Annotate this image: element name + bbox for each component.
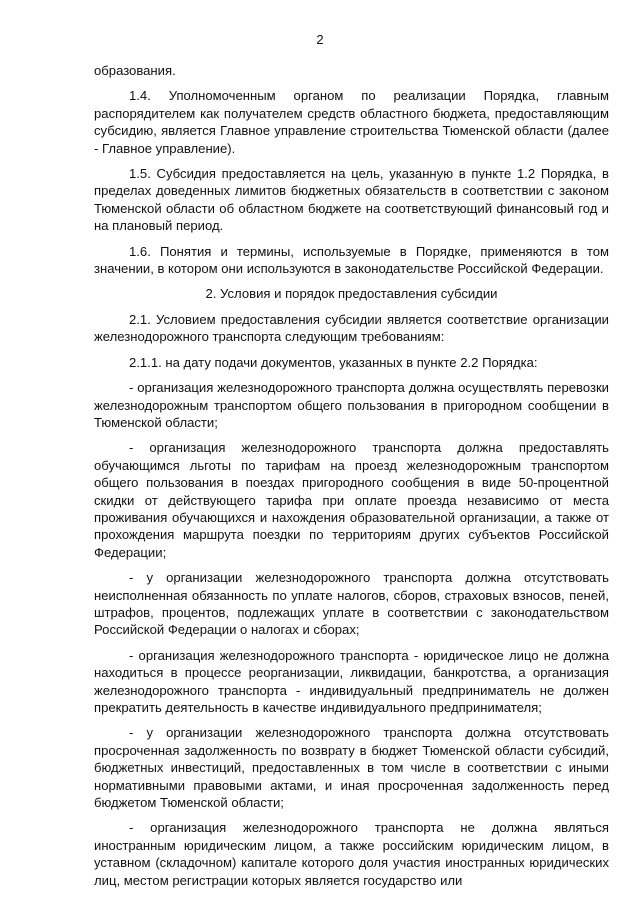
requirement-item: - организация железнодорожного транспорта не должна являться иностранным юридическим лицом, а также российским юридическим лицом, в уставном (складочном) капитале которого доля участия иностранных юридических лиц, местом регистрации которых является государство или [94, 820, 609, 888]
section-heading: 2. Условия и порядок предоставления субсидии [205, 286, 498, 302]
paragraph-2-1-1: 2.1.1. на дату подачи документов, указанных в пункте 2.2 Порядка: [129, 354, 538, 370]
page-number: 2 [316, 32, 324, 47]
requirement-item: - организация железнодорожного транспорта - юридическое лицо не должна находиться в процессе реорганизации, ликвидации, банкротства, а организация железнодорожного транспорта - индивидуальный предприниматель не должен прекратить деятельность в качестве индивидуального предпринимателя; [94, 647, 609, 715]
requirement-item: - у организации железнодорожного транспорта должна отсутствовать неисполненная обязанность по уплате налогов, сборов, страховых взносов, пеней, штрафов, процентов, подлежащих уплате в соответствии с законодательством Российской Федерации о налогах и сборах; [94, 570, 609, 638]
requirement-item: - организация железнодорожного транспорта должна осуществлять перевозки железнодорожным транспортом общего пользования в пригородном сообщении в Тюменской области; [94, 380, 609, 430]
paragraph-continuation: образования. [94, 63, 176, 78]
paragraph-1-6: 1.6. Понятия и термины, используемые в Порядке, применяются в том значении, в котором они используются в законодательстве Российской Федерации. [94, 243, 609, 277]
paragraph-1-5: 1.5. Субсидия предоставляется на цель, указанную в пункте 1.2 Порядка, в пределах доведенных лимитов бюджетных обязательств в соответствии с законом Тюменской области об областном бюджете на соответствующий финансовый год и на плановый период. [94, 166, 609, 234]
paragraph-1-4: 1.4. Уполномоченным органом по реализации Порядка, главным распорядителем как получателем средств областного бюджета, предоставляющим субсидию, является Главное управление строительства Тюменской области (далее - Главное управление). [94, 88, 609, 156]
paragraph-2-1: 2.1. Условием предоставления субсидии является соответствие организации железнодорожного транспорта следующим требованиям: [94, 311, 609, 345]
document-body [94, 62, 609, 897]
requirement-item: - организация железнодорожного транспорта должна предоставлять обучающимся льготы по тарифам на проезд железнодорожным транспортом общего пользования в поездах пригородного сообщения в виде 50-процентной скидки от действующего тарифа при оплате проезда независимо от места проживания обучающихся и нахождения образовательной организации, а также от прохождения маршрута поездки по территориям других субъектов Российской Федерации; [94, 440, 609, 560]
requirement-item: - у организации железнодорожного транспорта должна отсутствовать просроченная задолженность по возврату в бюджет Тюменской области субсидий, бюджетных инвестиций, предоставленных в том числе в соответствии с иными нормативными правовыми актами, и иная просроченная задолженность перед бюджетом Тюменской области; [94, 725, 609, 811]
